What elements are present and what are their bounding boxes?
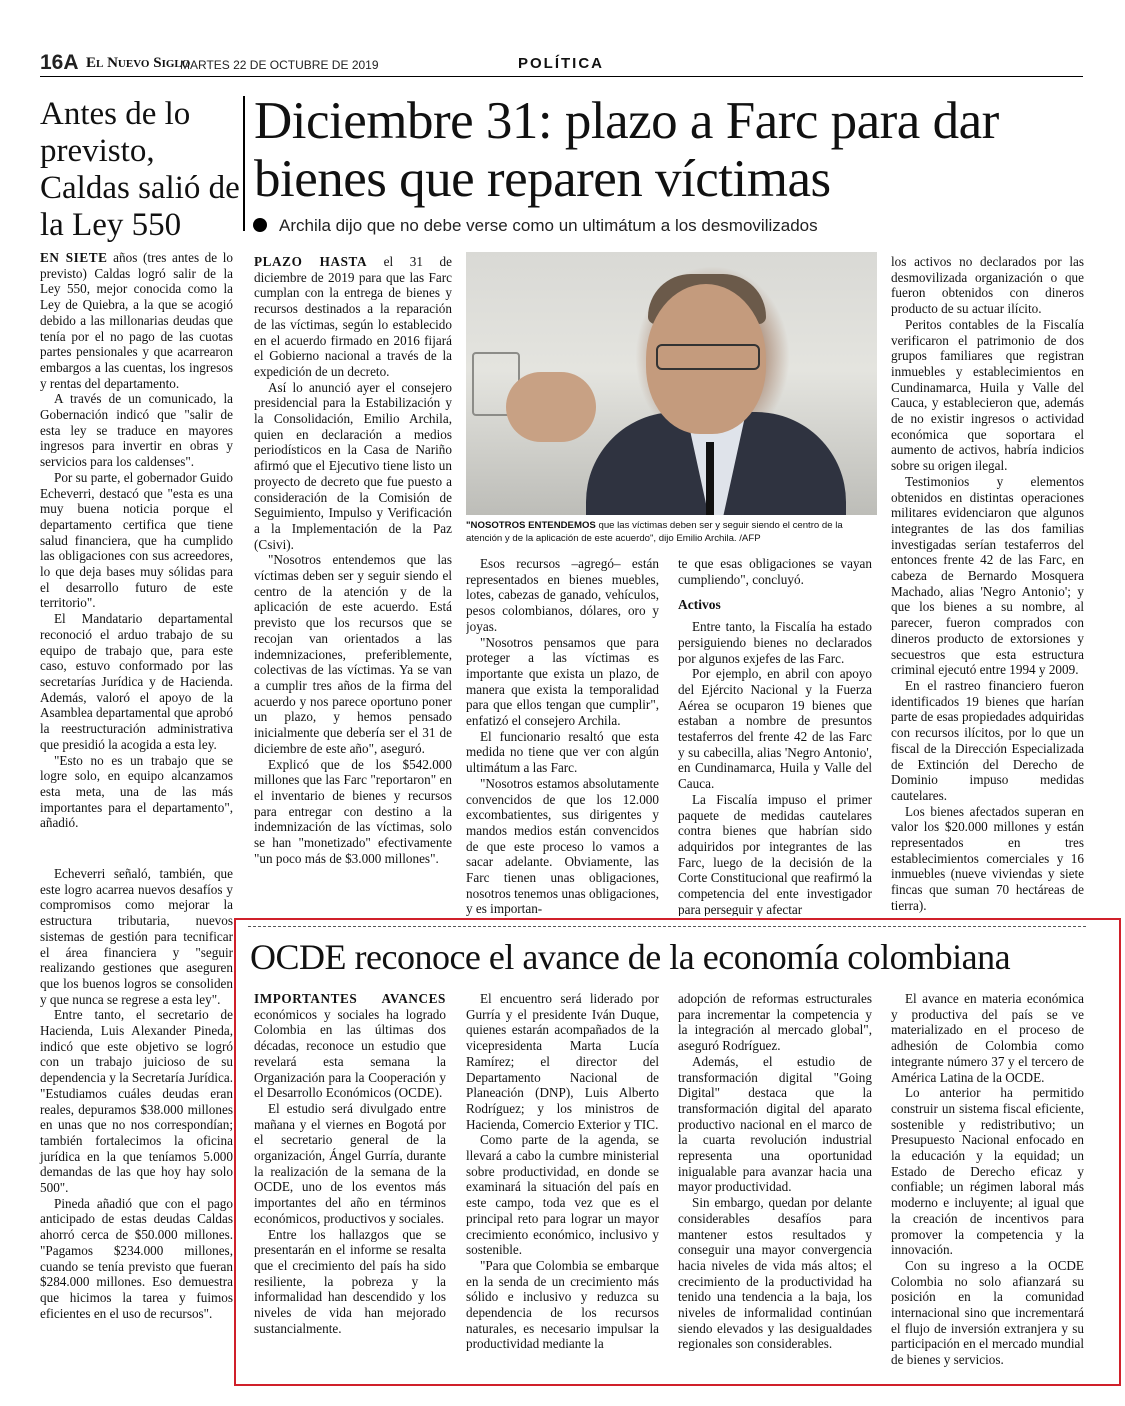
main-column-3: [678, 556, 872, 916]
main-column-1: [254, 254, 452, 916]
ocde-c2-p2: "Para que Colombia se embarque en la senda de un crecimiento más sólido e inclusivo y reduzca su dependencia de los recursos naturales, es necesario impulsar la productividad mediante la: [466, 1257, 659, 1352]
ocde-c2-p0: El encuentro será liderado por Gurría y el presidente Iván Duque, quienes estarán acompañados de la vicepresidenta Marta Lucía Ramírez; el director del Departamento Nacional de Planeación (DNP), Luis Alberto Rodríguez; y los ministros de Hacienda, Comercio Exterior y TIC.: [466, 991, 659, 1132]
main-c4-intro: los activos no declarados por las desmovilizada organización o que fueron obtenidos con dineros producto de su actuar ilícito.: [891, 254, 1084, 317]
main-c1-p0: PLAZO HASTA el 31 de diciembre de 2019 para que las Farc cumplan con la entrega de bienes y recursos destinados a la reparación de las víctimas, según lo establecido en el acuerdo firmado en 2016 fijará el Gobierno nacional a través de la expedición de un decreto.: [254, 254, 452, 379]
main-column-2: [466, 556, 659, 916]
sidebar-p0: EN SIETE años (tres antes de lo previsto) Caldas logró salir de la Ley 550, mejor conocida como la Ley de Quiebra, a la que se acogió debido a las millonarias deudas que tenía por el no pago de las cuotas partes pensionales y que acarrearon embargos a las cuentas, los ingresos y rentas del departamento.: [40, 250, 233, 391]
ocde-c4-p0: El avance en materia económica y productiva del país se ve materializado en el proceso de adhesión de Colombia como integrante número 37 y el tercero de América Latina de la OCDE.: [891, 991, 1084, 1085]
newspaper-logo: El Nuevo Siglo: [86, 55, 191, 71]
ocde-c4-p1: Lo anterior ha permitido construir un sistema fiscal eficiente, sostenible y redistributivo; un Presupuesto Nacional enfocado en la educación y la equidad; un Estado de Derecho eficaz y confiable; un régimen laboral más moderno e incluyente; al igual que la creación de incentivos para promover la competencia y la innovación.: [891, 1085, 1084, 1258]
main-column-4: [891, 254, 1084, 916]
main-c3-p1: Por ejemplo, en abril con apoyo del Ejército Nacional y la Fuerza Aérea se ocuparon 19 bienes que estaban a nombre de presuntos testaferros del frente 42 de las Farc y su cabecilla, alias 'Negro Antonio', en Cundinamarca, Huila y Valle del Cauca.: [678, 666, 872, 792]
bullet-icon: [253, 218, 267, 232]
main-headline: Diciembre 31: plazo a Farc para dar bienes que reparen víctimas: [254, 92, 999, 208]
ocde-c1-p2: Entre los hallazgos que se presentarán en el informe se resalta que el crecimiento del país ha sido resiliente, la pobreza y la informalidad han descendido y los niveles de vida han mejorado sustancialmente.: [254, 1226, 446, 1336]
main-c3-subhead: Activos: [678, 597, 721, 613]
issue-date: MARTES 22 DE OCTUBRE DE 2019: [180, 58, 379, 72]
ocde-c2-p1: Como parte de la agenda, se llevará a cabo la cumbre ministerial sobre productividad, en donde se examinará la situación del país en este campo, toda vez que es el principal reto para lograr un mayor crecimiento económico, inclusivo y sostenible.: [466, 1132, 659, 1258]
headline-divider: [243, 96, 245, 231]
main-c2-p2: El funcionario resaltó que esta medida no tiene que ver con algún ultimátum a las Farc.: [466, 728, 659, 776]
main-c1-p1: Así lo anunció ayer el consejero presidencial para la Estabilización y la Consolidación, Emilio Archila, quien en declaración a medios periodísticos en la Casa de Nariño afirmó que el Ejecutivo tiene listo un proyecto de decreto que fue puesto a consideración de la Comisión de Seguimiento, Impulso y Verificación a la Implementación de la Paz (Csivi).: [254, 379, 452, 552]
photo-credit: /AFP: [739, 532, 761, 544]
subheadline-text: Archila dijo que no debe verse como un ultimátum a los desmovilizados: [279, 216, 818, 235]
main-c3-intro: te que esas obligaciones se vayan cumpliendo", concluyó.: [678, 556, 872, 587]
main-subheadline: [253, 216, 1073, 236]
sidebar-p5: Echeverri señaló, también, que este logro acarrea nuevos desafíos y compromisos como mejorar la estructura tributaria, nuevos sistemas de gestión para tecnificar el área financiera y "seguir realizando gestiones que aseguren que los buenos logros se consoliden y que nunca se regrese a esta ley".: [40, 866, 233, 1007]
ocde-c1-p1: El estudio será divulgado entre mañana y el viernes en Bogotá por el secretario general de la organización, Ángel Gurría, durante la realización de la semana de la OCDE, uno de los eventos más importantes del año en términos económicos, productivos y sociales.: [254, 1100, 446, 1226]
sidebar-article-cont: [40, 866, 233, 1386]
ocde-column-3: [678, 991, 872, 1367]
main-c2-p1: "Nosotros pensamos que para proteger a las víctimas es importante que exista un plazo, de manera que exista la temporalidad para que ellos tengan que cumplir", enfatizó el consejero Archila.: [466, 634, 659, 729]
sidebar-p6: Entre tanto, el secretario de Hacienda, Luis Alexander Pineda, indicó que este objetivo se logró con un trabajo juicioso de su dependencia y la Secretaría Jurídica. "Estudiamos cuáles deudas eran reales, depuramos $38.000 millones en unas que no nos correspondían; también fortalecimos la oficina jurídica en la que teníamos 5.000 demandas de las que hoy hay solo 500".: [40, 1007, 233, 1196]
main-c2-p0: Esos recursos –agregó– están representados en bienes muebles, lotes, cabezas de ganado, vehículos, pesos colombianos, dólares, oro y joyas.: [466, 556, 659, 634]
ocde-top-rule: [248, 926, 1086, 927]
main-c1-p2: "Nosotros entendemos que las víctimas deben ser y seguir siendo el centro de la atención y de la aplicación de este acuerdo. Está previsto que los recursos que se recojan van orientados a las indemnizaciones, preferiblemente, colectivas de las víctimas. Ya se van a cumplir tres años de la firma del acuerdo y nos parece oportuno poner un plazo, y hemos pensado inicialmente que debería ser el 31 de diciembre de este año", aseguró.: [254, 552, 452, 756]
section-name: POLÍTICA: [518, 55, 604, 72]
sidebar-p7: Pineda añadió que con el pago anticipado de estas deudas Caldas ahorró cerca de $50.000 millones. "Pagamos $234.000 millones, cuando se tenía previsto que fueran $284.000 millones. Eso demuestra que hicimos la tarea y fuimos eficientes en el uso de recursos".: [40, 1195, 233, 1321]
main-c2-p3: "Nosotros estamos absolutamente convencidos de que los 12.000 excombatientes, sus dirigentes y mandos medios están convencidos de que este proceso lo vamos a sacar adelante. Obviamente, las Farc tienen unas obligaciones, nosotros tenemos unas obligaciones, y es importan-: [466, 775, 659, 916]
sidebar-headline: Antes de lo previsto, Caldas salió de la Ley 550: [40, 96, 240, 243]
sidebar-p1: A través de un comunicado, la Gobernación indicó que "salir de esta ley se traduce en mayores ingresos para invertir en obras y servicios para los caldenses".: [40, 391, 233, 470]
ocde-column-1: [254, 991, 446, 1367]
page-number: 16A: [40, 51, 79, 74]
ocde-c3-intro: adopción de reformas estructurales para incrementar la competencia y la integración al mercado global", aseguró Rodríguez.: [678, 991, 872, 1054]
header-rule: [40, 76, 1083, 77]
ocde-column-2: [466, 991, 659, 1367]
sidebar-article: [40, 250, 233, 905]
photo-caption: "NOSOTROS ENTENDEMOS que las víctimas deben ser y seguir siendo el centro de la atención y de la aplicación de este acuerdo", dijo Emilio Archila. /AFP: [466, 520, 843, 544]
sidebar-p3: El Mandatario departamental reconoció el arduo trabajo de su equipo de trabajo que, para este caso, estuvo conformado por las secretarías Jurídica y de Hacienda. Además, valoró el apoyo de la Asamblea departamental que aprobó la reestructuración administrativa que presidió la acogida a esta ley.: [40, 611, 233, 752]
main-c4-p1: Testimonios y elementos obtenidos en distintas operaciones militares evidenciaron que algunos integrantes de las dos familias investigadas serían testaferros del entonces frente 42 de las Farc, en cabeza de Bernardo Mosquera Machado, alias 'Negro Antonio'; y que los bienes a su nombre, al parecer, fueron comprados con dineros producto de extorsiones y secuestros que esta estructura criminal ejecutó entre 1994 y 2009.: [891, 473, 1084, 678]
sidebar-p2: Por su parte, el gobernador Guido Echeverri, destacó que "esta es una muy buena noticia porque el departamento certifica que tiene salud financiera, que ha cumplido las obligaciones con sus acreedores, lo que deja bases muy sólidas para el desarrollo futuro de este territorio".: [40, 469, 233, 611]
main-c4-p3: Los bienes afectados superan en valor los $20.000 millones y están representados en tres establecimientos comerciales y 16 inmuebles (nueve viviendas y siete fincas que suman 70 hectáreas de tierra).: [891, 803, 1084, 913]
sidebar-p4: "Esto no es un trabajo que se logre solo, en equipo alcanzamos esta meta, una de las más importantes para el departamento", añadió.: [40, 752, 233, 831]
ocde-c3-p1: Sin embargo, quedan por delante considerables desafíos para mantener estos resultados y conseguir una mayor convergencia hacia niveles de vida más altos; el crecimiento de la productividad ha tenido una tendencia a la baja, los niveles de informalidad continúan siendo elevados y las desigualdades regionales son considerables.: [678, 1195, 872, 1352]
main-c4-p2: En el rastreo financiero fueron identificados 19 bienes que harían parte de esas propiedades adquiridas con recursos ilícitos, por lo que un fiscal de la Dirección Especializada de Extinción del Derecho de Dominio impuso medidas cautelares.: [891, 677, 1084, 803]
ocde-c1-p0: IMPORTANTES AVANCES económicos y sociales ha logrado Colombia en las últimas dos décadas, reconoce un estudio que revelará esta semana la Organización para la Cooperación y el Desarrollo Económicos (OCDE).: [254, 991, 446, 1101]
main-c3-p0: Entre tanto, la Fiscalía ha estado persiguiendo bienes no declarados por algunos exjefes de las Farc.: [678, 619, 872, 666]
main-c1-p3: Explicó que de los $542.000 millones que las Farc "reportaron" en el inventario de bienes y recursos para entregar con destino a la indemnización de las víctimas, solo se han "monetizado" efectivamente "un poco más de $3.000 millones".: [254, 756, 452, 866]
ocde-c3-p0: Además, el estudio de transformación digital "Going Digital" destaca que la transformación digital del aparato productivo nacional en el marco de la cuarta revolución industrial representa una oportunidad inigualable para avanzar hacia una mayor productividad.: [678, 1053, 872, 1195]
main-c3-p2: La Fiscalía impuso el primer paquete de medidas cautelares contra bienes que habrían sido adquiridos por integrantes de las Farc, luego de la decisión de la Corte Constitucional que reafirmó la competencia del ente investigador para perseguir y afectar: [678, 791, 872, 916]
main-c4-p0: Peritos contables de la Fiscalía verificaron el patrimonio de dos grupos familiares que registran inmuebles y establecimientos en Cundinamarca, Huila y Valle del Cauca, y establecieron que, además de no existir ingresos o actividad económica que soportara el aumento de activos, habría indicios sobre su origen ilegal.: [891, 316, 1084, 474]
ocde-c4-p2: Con su ingreso a la OCDE Colombia no solo afianzará su posición en la comunidad internacional sino que incrementará el flujo de inversión extranjera y su participación en el mercado mundial de bienes y servicios.: [891, 1257, 1084, 1367]
photo-emilio-archila: [466, 252, 877, 515]
ocde-headline: OCDE reconoce el avance de la economía colombiana: [250, 937, 1011, 977]
ocde-column-4: [891, 991, 1084, 1367]
